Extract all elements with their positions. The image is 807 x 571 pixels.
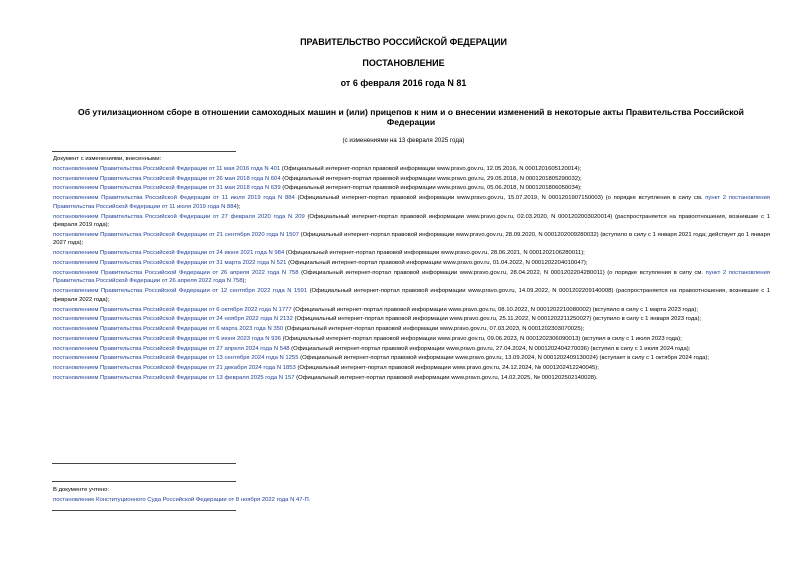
amendment-link[interactable]: постановлением Правительства Российской Федерации от 21 декабря 2024 года N 1853 xyxy=(53,365,296,372)
amendment-details: (Официальный интернет-портал правовой информации www.pravo.gov.ru, 27.04.2024, N 0001202404270036) (вступил в силу с 1 июля 2024 года); xyxy=(289,345,691,352)
accounted-section xyxy=(53,485,770,505)
amendment-clause-link[interactable]: пункт 2 постановления Правительства Российской Федерации от 26 апреля 2022 года N 758 xyxy=(53,269,770,285)
amendments-intro: Документ с изменениями, внесенными: xyxy=(53,156,162,162)
amendment-item xyxy=(53,325,770,334)
amendment-link[interactable]: постановлением Правительства Российской Федерации от 27 февраля 2020 года N 209 xyxy=(53,213,305,220)
amendment-item xyxy=(53,287,770,304)
amendment-item xyxy=(53,259,770,268)
amendment-details: (Официальный интернет-портал правовой информации www.pravo.gov.ru, 12.05.2016, N 0001201605120014); xyxy=(280,165,582,172)
amendment-details: (Официальный интернет-портал правовой информации www.pravo.gov.ru, 29.05.2018, N 0001201805290032); xyxy=(280,175,582,182)
amendment-link[interactable]: постановлением Правительства Российской Федерации от 31 мая 2018 года N 639 xyxy=(53,185,281,192)
amendment-link[interactable]: постановлением Правительства Российской Федерации от 21 сентября 2020 года N 1507 xyxy=(53,231,299,238)
amendment-link[interactable]: постановлением Правительства Российской Федерации от 6 октября 2022 года N 1777 xyxy=(53,306,292,313)
amendment-clause-link[interactable]: пункт 2 постановления Правительства Российской Федерации от 11 июля 2019 года N 884 xyxy=(53,195,770,210)
amendment-link[interactable]: постановлением Правительства Российской Федерации от 31 марта 2022 года N 521 xyxy=(53,260,287,267)
amendment-item xyxy=(53,315,770,324)
amendment-link[interactable]: постановлением Правительства Российской Федерации от 11 июля 2019 года N 884 xyxy=(53,195,295,202)
amendment-item xyxy=(53,231,770,248)
amendment-link[interactable]: постановлением Правительства Российской Федерации от 27 апреля 2024 года N 548 xyxy=(53,345,290,352)
amendment-details: (Официальный интернет-портал правовой информации www.pravo.gov.ru, 28.04.2022, N 0001202204280011) (о порядке вступления в силу см. xyxy=(298,269,706,276)
divider-bottom xyxy=(52,510,236,511)
edition-note: (с изменениями на 13 февраля 2025 года) xyxy=(342,137,465,144)
amendment-details: (Официальный интернет-портал правовой информации www.pravo.gov.ru, 02.03.2020, N 0001202003020014) (распространяется на правоотношения, возникшие с 1 февраля 2019 года); xyxy=(53,213,770,229)
amendment-details: (Официальный интернет-портал правовой информации www.pravo.gov.ru, 14.02.2025, № 0001202502140028). xyxy=(294,375,598,382)
amendment-link[interactable]: постановлением Правительства Российской Федерации от 6 марта 2023 года N 350 xyxy=(53,326,284,333)
amendments-items xyxy=(53,165,770,383)
amendment-tail: ); xyxy=(236,203,241,210)
amendment-link[interactable]: постановлением Правительства Российской Федерации от 26 апреля 2022 года N 758 xyxy=(53,269,299,276)
amendment-link[interactable]: постановлением Правительства Российской Федерации от 24 июня 2021 года N 984 xyxy=(53,250,285,257)
amendment-link[interactable]: постановлением Правительства Российской Федерации от 11 мая 2016 года N 401 xyxy=(53,165,281,172)
amendment-item xyxy=(53,213,770,230)
amendment-item xyxy=(53,374,770,383)
amendment-details: (Официальный интернет-портал правовой информации www.pravo.gov.ru, 24.12.2024, № 0001202412240045); xyxy=(295,365,599,372)
amendment-details: (Официальный интернет-портал правовой информации www.pravo.gov.ru, 28.06.2021, N 0001202106280011); xyxy=(284,250,585,257)
amendment-item xyxy=(53,345,770,354)
document-title: Об утилизационном сборе в отношении самоходных машин и (или) прицепов к ним и о внесении изменений в некоторые акты Правительства Российской Федерации xyxy=(78,107,744,127)
date-number-heading: от 6 февраля 2016 года N 81 xyxy=(340,78,467,88)
divider-top xyxy=(52,151,236,152)
amendment-item xyxy=(53,249,770,258)
amendment-details: (Официальный интернет-портал правовой информации www.pravo.gov.ru, 25.11.2022, N 0001202211250027) (вступило в силу с 1 января 2023 года); xyxy=(292,316,702,323)
amendment-details: (Официальный интернет-портал правовой информации www.pravo.gov.ru, 14.09.2022, N 0001202209140008) (распространяется на правоотношения, возникшие с 1 февраля 2022 года); xyxy=(53,288,770,303)
amendment-item xyxy=(53,354,770,363)
amendment-details: (Официальный интернет-портал правовой информации www.pravo.gov.ru, 01.04.2022, N 0001202204010047); xyxy=(286,260,588,267)
amendments-list xyxy=(53,155,770,384)
amendment-item xyxy=(53,175,770,184)
amendment-item xyxy=(53,335,770,344)
amendment-details: (Официальный интернет-портал правовой информации www.pravo.gov.ru, 08.10.2022, N 0001202210080002) (вступило в силу с 1 марта 2023 года); xyxy=(291,306,699,313)
amendment-details: (Официальный интернет-портал правовой информации www.pravo.gov.ru, 15.07.2019, N 0001201907150003) (о порядке вступления в силу см. xyxy=(294,195,706,202)
amendment-details: (Официальный интернет-портал правовой информации www.pravo.gov.ru, 05.06.2018, N 0001201806050034); xyxy=(280,185,582,192)
amendment-item xyxy=(53,269,770,286)
amendment-item xyxy=(53,194,770,211)
amendment-link[interactable]: постановлением Правительства Российской Федерации от 6 июня 2023 года N 936 xyxy=(53,335,281,342)
government-heading: ПРАВИТЕЛЬСТВО РОССИЙСКОЙ ФЕДЕРАЦИИ xyxy=(300,37,507,47)
amendment-link[interactable]: постановлением Правительства Российской Федерации от 24 ноября 2022 года N 2132 xyxy=(53,316,293,323)
accounted-link[interactable]: постановление Конституционного Суда Российской Федерации от 8 ноября 2022 года N 47-П. xyxy=(53,497,311,503)
amendment-tail: ); xyxy=(242,278,247,285)
amendment-item xyxy=(53,165,770,174)
amendment-link[interactable]: постановлением Правительства Российской Федерации от 26 мая 2018 года N 604 xyxy=(53,175,281,182)
divider-middle xyxy=(52,463,236,464)
amendment-link[interactable]: постановлением Правительства Российской Федерации от 12 сентября 2022 года N 1591 xyxy=(53,288,308,295)
amendment-details: (Официальный интернет-портал правовой информации www.pravo.gov.ru, 07.03.2023, N 0001202303070025); xyxy=(283,326,585,333)
amendment-link[interactable]: постановлением Правительства Российской Федерации от 13 февраля 2025 года N 157 xyxy=(53,375,295,382)
amendment-details: (Официальный интернет-портал правовой информации www.pravo.gov.ru, 09.06.2023, N 0001202306090013) (вступил в силу с 1 июля 2023 года); xyxy=(280,335,682,342)
amendment-item xyxy=(53,184,770,193)
divider-account xyxy=(52,481,236,482)
amendment-details: (Официальный интернет-портал правовой информации www.pravo.gov.ru, 28.09.2020, N 0001202009280032) (вступило в силу с 1 января 2021 года; действует до 1 января 2027 года); xyxy=(53,231,770,247)
amendment-link[interactable]: постановлением Правительства Российской Федерации от 13 сентября 2024 года N 1255 xyxy=(53,355,299,362)
amendment-details: (Официальный интернет-портал правовой информации www.pravo.gov.ru, 13.09.2024, N 0001202409130024) (вступает в силу с 1 октября 2024 года); xyxy=(298,355,710,362)
amendment-item xyxy=(53,306,770,315)
amendment-item xyxy=(53,364,770,373)
accounted-intro: В документе учтено: xyxy=(53,487,110,493)
document-type-heading: ПОСТАНОВЛЕНИЕ xyxy=(362,58,445,68)
